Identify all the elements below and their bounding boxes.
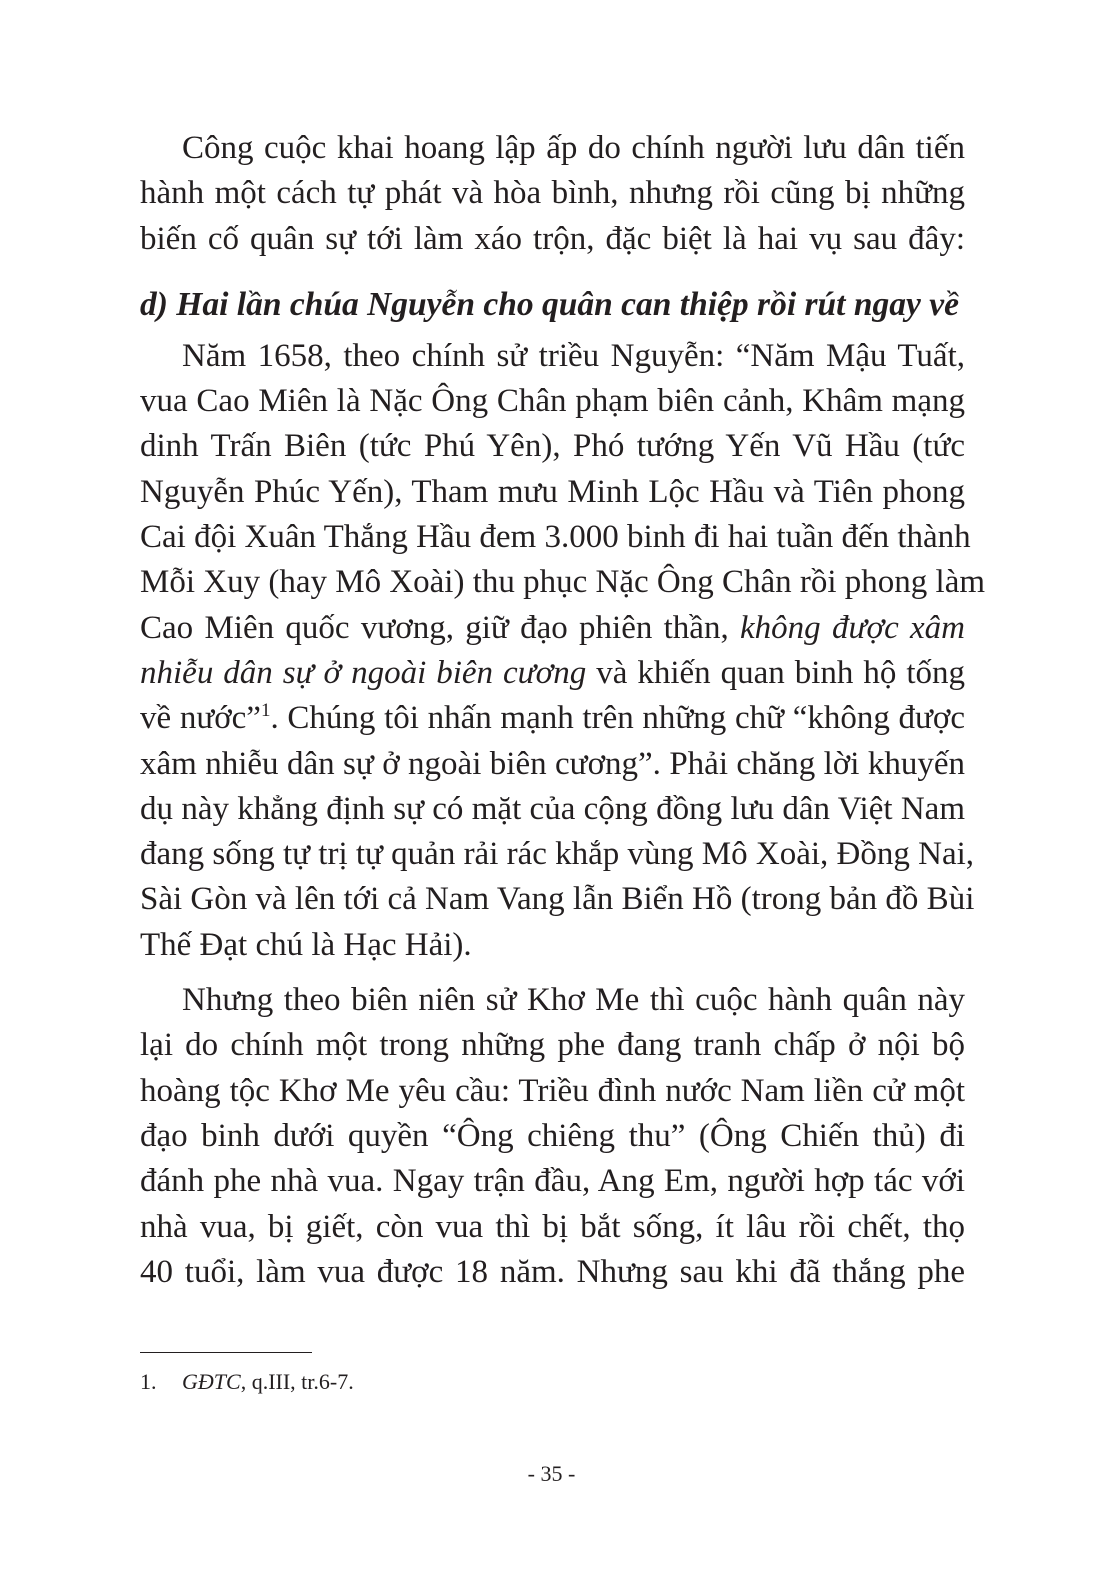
footnote-number: 1. (140, 1369, 157, 1394)
footnote-marker[interactable]: 1 (260, 700, 271, 722)
paragraph-2-line-1: Năm 1658, theo chính sử triều Nguyễn: “Năm Mậu Tuất, (182, 337, 965, 374)
paragraph-2-line-3: dinh Trấn Biên (tức Phú Yên), Phó tướng Yến Vũ Hầu (tức (140, 428, 965, 465)
paragraph-1-line-3: biến cố quân sự tới làm xáo trộn, đặc biệt là hai vụ sau đây: (140, 220, 965, 257)
paragraph-2-line-9-rest: . Chúng tôi nhấn mạnh trên những chữ “không được (270, 700, 965, 737)
emphasis-text-start: không được xâm (740, 609, 965, 646)
paragraph-2-line-11: dụ này khẳng định sự có mặt của cộng đồng lưu dân Việt Nam (140, 790, 965, 827)
paragraph-2-line-8 (140, 651, 965, 696)
page-number: - 35 - (527, 1461, 576, 1486)
paragraph-2-line-9 (140, 696, 965, 741)
body-text (140, 126, 986, 1302)
paragraph-2-line-13: Sài Gòn và lên tới cả Nam Vang lẫn Biển Hồ (trong bản đồ Bùi (140, 881, 975, 918)
paragraph-2-line-12: đang sống tự trị tự quản rải rác khắp vùng Mô Xoài, Đồng Nai, (140, 836, 975, 873)
emphasis-text-end: nhiễu dân sự ở ngoài biên cương (140, 654, 587, 691)
paragraph-2-line-10: xâm nhiễu dân sự ở ngoài biên cương”. Phải chăng lời khuyến (140, 745, 965, 782)
footnote-divider (140, 1352, 312, 1353)
paragraph-1-line-1: Công cuộc khai hoang lập ấp do chính người lưu dân tiến (182, 130, 965, 166)
paragraph-3-line-4: đạo binh dưới quyền “Ông chiêng thu” (Ông Chiến thủ) đi (140, 1117, 965, 1154)
paragraph-2-line-4: Nguyễn Phúc Yến), Tham mưu Minh Lộc Hầu và Tiên phong (140, 473, 965, 510)
paragraph-2-line-2: vua Cao Miên là Nặc Ông Chân phạm biên cảnh, Khâm mạng (140, 383, 965, 420)
paragraph-3-line-7: 40 tuổi, làm vua được 18 năm. Nhưng sau khi đã thắng phe (140, 1253, 965, 1290)
paragraph-2-line-5: Cai đội Xuân Thắng Hầu đem 3.000 binh đi hai tuần đến thành (140, 519, 971, 556)
paragraph-3 (140, 978, 965, 1295)
paragraph-3-line-5: đánh phe nhà vua. Ngay trận đầu, Ang Em, người hợp tác với (140, 1163, 965, 1200)
paragraph-3-line-3: hoàng tộc Khơ Me yêu cầu: Triều đình nước Nam liền cử một (140, 1072, 965, 1109)
footnote-source-abbrev: GĐTC (182, 1369, 241, 1394)
paragraph-3-line-6: nhà vua, bị giết, còn vua thì bị bắt sống, ít lâu rồi chết, thọ (140, 1208, 965, 1245)
paragraph-2-line-6: Mỗi Xuy (hay Mô Xoài) thu phục Nặc Ông Chân rồi phong làm (140, 564, 986, 601)
section-heading: d) Hai lần chúa Nguyễn cho quân can thiệp rồi rút ngay về (140, 285, 959, 323)
paragraph-3-line-2: lại do chính một trong những phe đang tranh chấp ở nội bộ (140, 1027, 965, 1064)
paragraph-2-line-7-plain: Cao Miên quốc vương, giữ đạo phiên thần, (140, 609, 741, 646)
paragraph-2-line-9-start: về nước” (140, 700, 261, 737)
paragraph-1 (140, 126, 965, 262)
paragraph-2 (140, 334, 986, 968)
paragraph-2-line-14: Thế Đạt chú là Hạc Hải). (140, 926, 472, 963)
paragraph-2-line-8-plain: và khiến quan binh hộ tống (586, 654, 965, 691)
paragraph-1-line-2: hành một cách tự phát và hòa bình, nhưng rồi cũng bị những (140, 175, 965, 212)
paragraph-3-line-1: Nhưng theo biên niên sử Khơ Me thì cuộc hành quân này (182, 982, 965, 1019)
paragraph-2-line-7 (140, 606, 965, 651)
footnote (140, 1368, 354, 1396)
footnote-citation: , q.III, tr.6-7. (240, 1369, 354, 1394)
